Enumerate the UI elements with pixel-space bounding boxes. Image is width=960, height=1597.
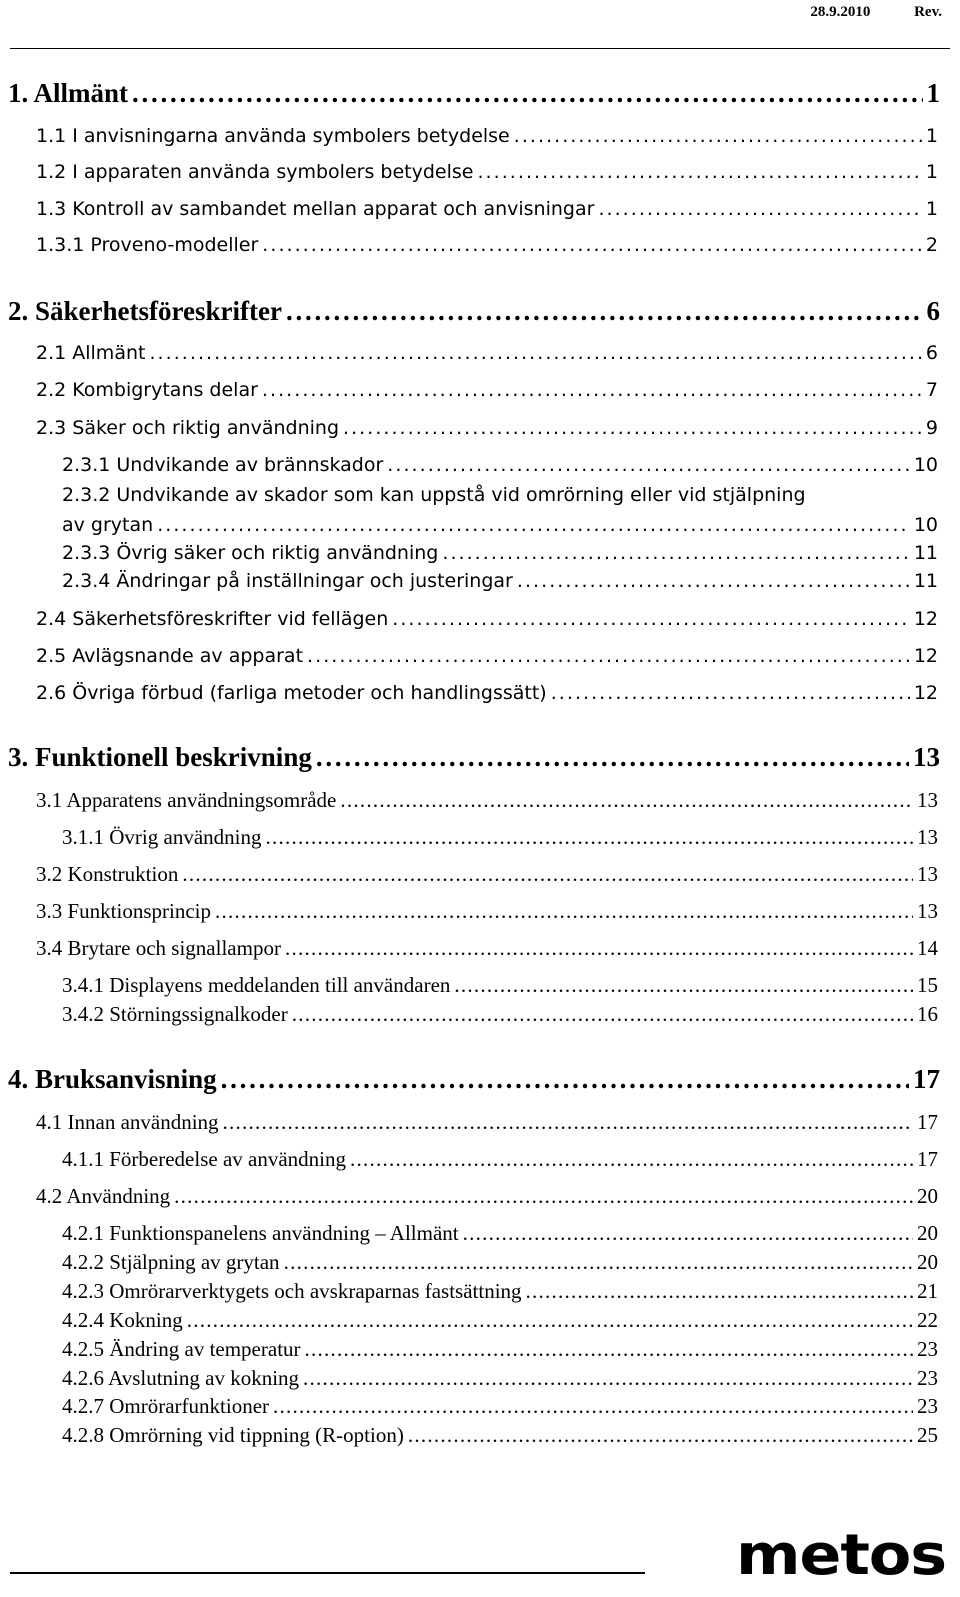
toc-entry-3-4[interactable]: 3.4 Brytare och signallampor . . . 14 [36,936,938,961]
toc-entry-1-1[interactable]: 1.1 I anvisningarna använda symbolers betydelse . . . 1 [36,125,938,147]
toc-entry-2-6[interactable]: 2.6 Övriga förbud (farliga metoder och handlingssätt) . . . 12 [36,682,938,704]
toc-entry-3-4-2[interactable]: 3.4.2 Störningssignalkoder . . . 16 [62,1002,938,1027]
toc-entry-2-3-2[interactable]: 2.3.2 Undvikande av skador som kan uppstå vid omrörning eller vid stjälpning [62,484,806,506]
toc-entry-1-2[interactable]: 1.2 I apparaten använda symbolers betydelse . . . 1 [36,161,938,183]
toc-entry-1[interactable]: 1. Allmänt . . . 1 [8,78,940,109]
toc-entry-2-3-1[interactable]: 2.3.1 Undvikande av brännskador . . . 10 [62,454,938,476]
toc-entry-4-2-2[interactable]: 4.2.2 Stjälpning av grytan . . . 20 [62,1250,938,1275]
toc-entry-4-2-8[interactable]: 4.2.8 Omrörning vid tippning (R-option) . . . 25 [62,1423,938,1448]
toc-entry-3-2[interactable]: 3.2 Konstruktion . . . 13 [36,862,938,887]
header-date: 28.9.2010 [810,4,871,20]
toc-entry-4-1[interactable]: 4.1 Innan användning . . . 17 [36,1110,938,1135]
toc-entry-4-2-6[interactable]: 4.2.6 Avslutning av kokning . . . 23 [62,1366,938,1391]
toc-entry-4-2-4[interactable]: 4.2.4 Kokning . . . 22 [62,1308,938,1333]
toc-entry-2-3[interactable]: 2.3 Säker och riktig användning . . . 9 [36,417,938,439]
toc-entry-2-4[interactable]: 2.4 Säkerhetsföreskrifter vid fellägen . . . 12 [36,608,938,630]
toc-entry-2[interactable]: 2. Säkerhetsföreskrifter . . . 6 [8,296,940,327]
metos-logo [736,1530,946,1580]
toc-entry-4-2-1[interactable]: 4.2.1 Funktionspanelens användning – Allmänt . . . 20 [62,1221,938,1246]
toc-entry-3-1[interactable]: 3.1 Apparatens användningsområde . . . 13 [36,788,938,813]
toc-entry-3-3[interactable]: 3.3 Funktionsprincip . . . 13 [36,899,938,924]
toc-entry-3[interactable]: 3. Funktionell beskrivning . . . 13 [8,742,940,773]
toc-entry-2-1[interactable]: 2.1 Allmänt . . . 6 [36,342,938,364]
page-header [770,4,942,21]
toc-entry-4-2-7[interactable]: 4.2.7 Omrörarfunktioner . . . 23 [62,1394,938,1419]
toc-entry-4-2-5[interactable]: 4.2.5 Ändring av temperatur . . . 23 [62,1337,938,1362]
toc-entry-2-3-2-cont[interactable]: av grytan . . . 10 [62,514,938,536]
toc-entry-2-3-3[interactable]: 2.3.3 Övrig säker och riktig användning . . . 11 [62,542,938,564]
toc-entry-4-2-3[interactable]: 4.2.3 Omrörarverktygets och avskraparnas fastsättning . . . 21 [62,1279,938,1304]
toc-entry-1-3[interactable]: 1.3 Kontroll av sambandet mellan apparat och anvisningar . . . 1 [36,198,938,220]
toc-entry-4[interactable]: 4. Bruksanvisning . . . 17 [8,1064,940,1095]
toc-entry-2-5[interactable]: 2.5 Avlägsnande av apparat . . . 12 [36,645,938,667]
svg-text:metos: metos [736,1530,946,1580]
toc-entry-2-3-4[interactable]: 2.3.4 Ändringar på inställningar och justeringar . . . 11 [62,570,938,592]
toc-entry-3-4-1[interactable]: 3.4.1 Displayens meddelanden till användaren . . . 15 [62,973,938,998]
toc-entry-1-3-1[interactable]: 1.3.1 Proveno-modeller . . . 2 [36,234,938,256]
toc-entry-2-2[interactable]: 2.2 Kombigrytans delar . . . 7 [36,379,938,401]
toc-entry-3-1-1[interactable]: 3.1.1 Övrig användning . . . 13 [62,825,938,850]
header-rule [10,48,950,49]
toc-entry-4-2[interactable]: 4.2 Användning . . . 20 [36,1184,938,1209]
header-revision: Rev. [914,4,942,20]
toc-entry-4-1-1[interactable]: 4.1.1 Förberedelse av användning . . . 17 [62,1147,938,1172]
footer-rule [10,1572,645,1574]
